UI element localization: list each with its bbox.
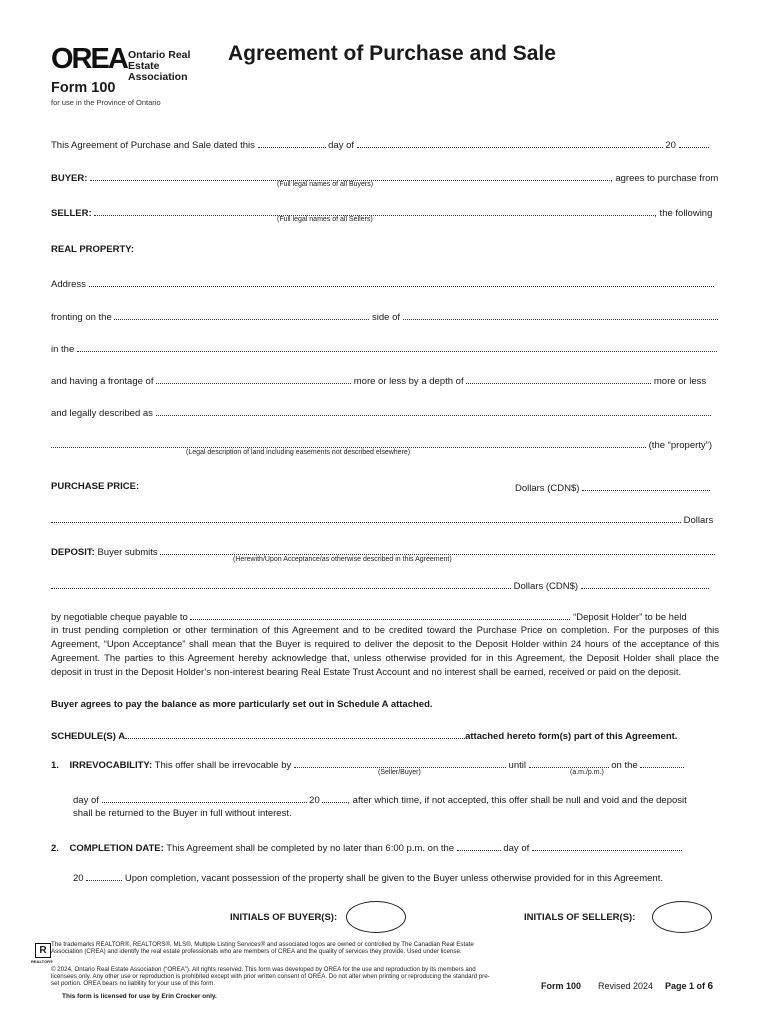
form-subtitle: for use in the Province of Ontario [51,98,161,107]
deposit-timing-field[interactable] [160,545,715,555]
seller-initials-box[interactable] [652,901,712,933]
address-field[interactable] [89,277,714,287]
legal-description-field-2[interactable] [51,438,646,448]
license-notice: This form is licensed for use by Erin Crocker only. [62,993,217,1000]
completion-month-field[interactable] [532,841,682,851]
realtor-logo-icon: R [35,943,51,958]
property-suffix: (the “property”) [648,440,712,451]
completion-text: This Agreement shall be completed by no later than 6:00 p.m. on the [166,843,455,854]
legal-description-line [51,406,719,420]
address-line [51,277,719,291]
page-total: 6 [707,981,714,992]
seller-name-field[interactable] [94,206,654,216]
until-label: until [508,760,526,771]
frontage-field[interactable] [156,374,351,384]
legal-label: and legally described as [51,408,153,419]
footer-page [665,981,713,992]
buyer-name-field[interactable] [90,171,610,181]
irrevocability-party-caption: (Seller/Buyer) [378,769,421,776]
seller-caption: (Full legal names of all Sellers) [277,216,373,223]
orea-org-name: Ontario Real Estate Association [128,49,191,83]
intro-line [51,138,719,152]
until-time-field[interactable] [529,758,609,768]
orea-logo: OREA [51,43,127,75]
on-the-label: on the [611,760,638,771]
in-the-line [51,342,719,356]
purchase-price-words-field[interactable] [51,513,681,523]
irrevocability-time-caption: (a.m./p.m.) [570,769,604,776]
buyer-label: BUYER: [51,173,88,184]
legal-caption: (Legal description of land including easements not described elsewhere) [186,449,411,456]
municipality-field[interactable] [77,342,717,352]
frontage-label: and having a frontage of [51,376,154,387]
fronting-label: fronting on the [51,312,112,323]
depth-label: more or less by a depth of [353,376,464,387]
irrevocability-line-2 [73,793,719,807]
seller-initials-label: INITIALS OF SELLER(S): [524,912,636,923]
copyright-notice: © 2024, Ontario Real Estate Association (“OREA”). All rights reserved. This form was developed by OREA for the use and reproduction by its members and licensees only. Any other use or reproduction is prohibited except with prior written consent of OREA. Do not alter when printing or reproducing the standard pre-set portion. OREA bears no liability for your use of this form. [51,966,490,988]
deposit-paragraph: in trust pending completion or other termination of this Agreement and to be credited toward the Purchase Price on completion. For the purposes of this Agreement, “Upon Acceptance” shall mean that the Buyer is required to deliver the deposit to the Deposit Holder within 24 hours of the acceptance of this Agreement. The parties to this Agreement hereby acknowledge that, unless otherwise provided for in this Agreement, the Deposit Holder shall place the deposit in trust in the Deposit Holder’s non-interest bearing Real Estate Trust Account and no interest shall be earned, received or paid on the deposit. [51,625,719,678]
fronting-line [51,310,719,324]
side-of-field[interactable] [403,310,718,320]
completion-year-field[interactable] [86,871,122,881]
price-words-line [51,513,719,527]
buyer-initials-label: INITIALS OF BUYER(S): [230,912,338,923]
buyer-caption: (Full legal names of all Buyers) [277,181,374,188]
seller-line [51,206,719,220]
schedules-prefix: SCHEDULE(S) A [51,731,126,742]
buyer-initials-box[interactable] [346,901,406,933]
cheque-suffix: “Deposit Holder” to be held [573,612,687,623]
completion-label: COMPLETION DATE: [69,843,164,854]
cheque-line [51,610,719,624]
trademark-notice: The trademarks REALTOR®, REALTORS®, MLS®, Multiple Listing Services® and associated logos are owned or controlled by The Canadian Real Estate Association (CREA) and identify the real estate professionals who are members of CREA and the quality of services they provide. Used under license. [51,941,474,956]
irrevocable-month-field[interactable] [102,793,307,803]
fronting-street-field[interactable] [114,310,369,320]
more-or-less-label: more or less [653,376,707,387]
schedules-line [51,729,719,743]
completion-day-field[interactable] [457,841,501,851]
irrevocability-rest: , after which time, if not accepted, this offer shall be null and void and the deposit [347,795,687,806]
buyer-suffix: , agrees to purchase from [610,173,719,184]
purchase-price-cdn [515,481,719,495]
page-label: Page 1 of [665,981,706,991]
purchase-price-label: PURCHASE PRICE: [51,481,140,492]
deposit-caption: (Herewith/Upon Acceptance/as otherwise described in this Agreement) [233,556,452,563]
completion-day-of-label: day of [503,843,530,854]
deposit-label: DEPOSIT: [51,547,95,558]
date-month-field[interactable] [357,138,663,148]
irrevocable-by-field[interactable] [294,758,506,768]
year-label: 20 [665,140,676,151]
legal-description-field[interactable] [156,406,711,416]
frontage-line [51,374,719,388]
irrevocable-day-field[interactable] [640,758,684,768]
deposit-amount-line [51,579,719,593]
completion-year-label: 20 [73,873,84,884]
completion-rest: Upon completion, vacant possession of the property shall be given to the Buyer unless otherwise provided for in this Agreement. [124,873,663,884]
irrevocable-day-of-label: day of [73,795,99,806]
intro-prefix: This Agreement of Purchase and Sale dated this [51,140,255,151]
deposit-text: Buyer submits [97,547,158,558]
deposit-holder-field[interactable] [190,610,570,620]
completion-line-2 [73,871,719,885]
completion-line [51,841,719,855]
day-of-label: day of [328,140,355,151]
section-1-number: 1. [51,760,59,771]
section-2-number: 2. [51,843,59,854]
cheque-prefix: by negotiable cheque payable to [51,612,188,623]
real-property-heading: REAL PROPERTY: [51,244,135,255]
footer-revised: Revised 2024 [598,981,654,991]
irrevocable-year-field[interactable] [322,793,347,803]
purchase-price-amount-field[interactable] [582,481,710,491]
date-day-field[interactable] [258,138,326,148]
dollars-cdn-label: Dollars (CDN$) [515,483,580,494]
schedules-suffix: attached hereto form(s) part of this Agreement. [465,731,678,742]
irrevocability-rest-2: shall be returned to the Buyer in full without interest. [73,808,292,819]
balance-note: Buyer agrees to pay the balance as more particularly set out in Schedule A attached. [51,699,433,710]
side-label: side of [372,312,401,323]
seller-suffix: , the following [654,208,713,219]
deposit-dollars-cdn-label: Dollars (CDN$) [513,581,579,592]
deposit-amount-field[interactable] [581,579,709,589]
realtor-wordmark: REALTOR® [31,959,53,964]
page-title: Agreement of Purchase and Sale [228,42,556,65]
depth-field[interactable] [466,374,651,384]
irrevocable-year-label: 20 [309,795,320,806]
schedules-field[interactable] [125,729,465,739]
irrevocability-text: This offer shall be irrevocable by [154,760,292,771]
dollars-label: Dollars [683,515,714,526]
deposit-words-field[interactable] [51,579,511,589]
address-label: Address [51,279,86,290]
footer-form-number: Form 100 [541,981,582,991]
form-number: Form 100 [51,80,116,96]
in-the-label: in the [51,344,75,355]
irrevocability-label: IRREVOCABILITY: [69,760,153,771]
seller-label: SELLER: [51,208,92,219]
buyer-line [51,171,719,185]
date-year-field[interactable] [679,138,709,148]
